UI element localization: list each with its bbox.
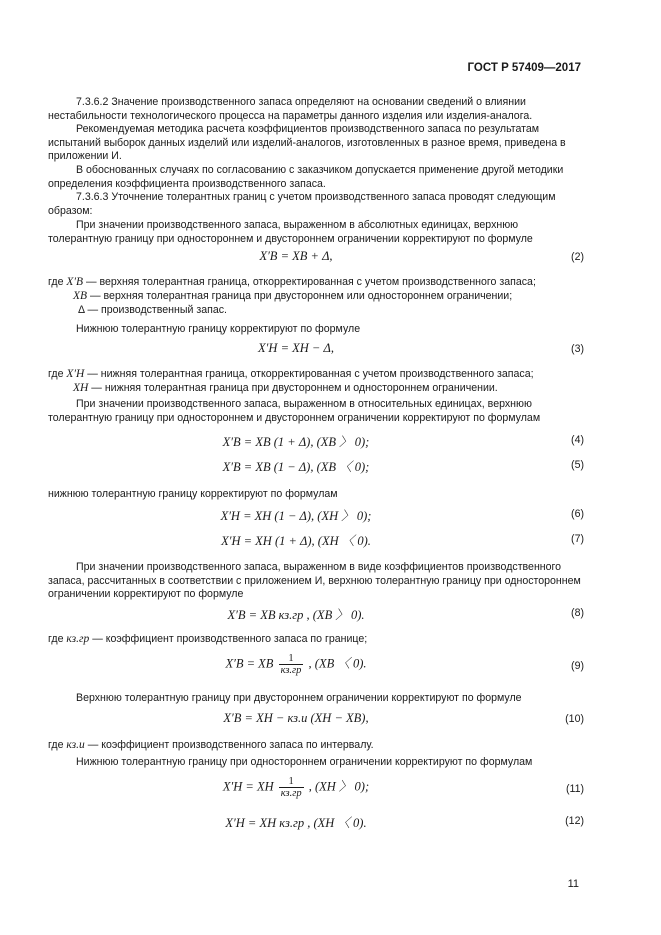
- formula-expression: X′Н = XН (1 + Δ), (XН 〈 0).: [221, 534, 371, 548]
- fraction-denominator: кз.гр: [280, 665, 302, 676]
- paragraph-absolute: При значении производственного запаса, выраженном в абсолютных единицах, верхнюю толерантную границу при одностороннем и двустороннем ограничении корректируют по формуле: [48, 219, 533, 245]
- definition-text: — коэффициент производственного запаса по границе;: [92, 633, 368, 645]
- paragraph-coefficients: При значении производственного запаса, выраженном в виде коэффициентов производственного запаса, рассчитанных в соответствии с приложением И, верхнюю толерантную границу при одностороннем ограничении корректируют по формуле: [48, 561, 581, 601]
- formula-number: (11): [565, 783, 584, 795]
- definition-variable: X′В: [66, 276, 83, 288]
- definition-x-upper-corrected: [48, 276, 536, 289]
- formula-number: (5): [571, 459, 584, 471]
- definition-text: — верхняя толерантная граница, откорректированная с учетом производственного запаса;: [85, 276, 536, 288]
- formula-number: (12): [565, 815, 584, 827]
- formula-3: [48, 341, 584, 359]
- expression-left: X′В = XВ: [225, 656, 274, 671]
- fraction-denominator: кз.гр: [280, 788, 302, 799]
- definition-variable: XВ: [73, 290, 88, 302]
- formula-5: [48, 457, 584, 475]
- formula-4: [48, 432, 584, 450]
- where-label: где: [48, 739, 64, 751]
- formula-number: (9): [571, 660, 584, 672]
- formula-expression: X′В = XВ кз.гр , (XВ 〉 0).: [227, 608, 365, 622]
- definition-k-boundary: [48, 633, 367, 646]
- formula-expression: X′В = XН − кз.и (XН − XВ),: [223, 711, 369, 725]
- definition-variable: кз.и: [66, 739, 85, 751]
- formula-7: [48, 531, 584, 549]
- formula-2: [48, 249, 584, 267]
- formula-number: (7): [571, 533, 584, 545]
- definition-text: — производственный запас.: [87, 304, 227, 316]
- formula-expression: X′Н = XН кз.гр , (XН 〈 0).: [225, 816, 367, 830]
- expression-left: X′Н = XН: [222, 779, 274, 794]
- formula-number: (3): [571, 343, 584, 355]
- formula-expression: X′В = XВ + Δ,: [259, 249, 333, 263]
- fraction-numerator: 1: [279, 653, 304, 665]
- formula-number: (10): [565, 713, 584, 725]
- paragraph-lower-formulas: нижнюю толерантную границу корректируют по формулам: [48, 488, 338, 500]
- definition-text: — нижняя толерантная граница при двустороннем и одностороннем ограничении.: [91, 382, 498, 394]
- paragraph-lower-one-sided: Нижнюю толерантную границу при одностороннем ограничении корректируют по формулам: [76, 756, 533, 768]
- standard-header: ГОСТ Р 57409—2017: [467, 62, 581, 74]
- definition-text: — коэффициент производственного запаса по интервалу.: [87, 739, 374, 751]
- definition-delta: [78, 304, 227, 317]
- formula-expression: [48, 776, 544, 799]
- paragraph-7-3-6-3: 7.3.6.3 Уточнение толерантных границ с учетом производственного запаса проводят следующим образом:: [48, 191, 556, 217]
- formula-12: [48, 813, 584, 831]
- formula-expression: X′Н = XН − Δ,: [258, 341, 334, 355]
- paragraph-other-method: В обоснованных случаях по согласованию с заказчиком допускается применение другой методики определения коэффициента производственного запаса.: [48, 164, 564, 190]
- definition-variable: XН: [73, 382, 89, 394]
- where-label: где: [48, 368, 64, 380]
- fraction: [279, 653, 304, 676]
- formula-number: (4): [571, 434, 584, 446]
- where-label: где: [48, 276, 64, 288]
- formula-number: (8): [571, 607, 584, 619]
- definition-variable: Δ: [78, 304, 85, 316]
- expression-right: , (XН 〉 0);: [308, 779, 370, 794]
- definition-x-lower: [73, 382, 498, 395]
- formula-8: [48, 605, 584, 623]
- paragraph-relative: При значении производственного запаса, выраженном в относительных единицах, верхнюю толерантную границу при одностороннем и двустороннем ограничении корректируют по формулам: [48, 398, 541, 424]
- definition-k-interval: [48, 739, 374, 752]
- fraction-numerator: 1: [279, 776, 304, 788]
- definition-text: — верхняя толерантная граница при двустороннем или одностороннем ограничении;: [90, 290, 513, 302]
- formula-expression: X′Н = XН (1 − Δ), (XН 〉 0);: [220, 509, 372, 523]
- formula-number: (6): [571, 508, 584, 520]
- paragraph-7-3-6-2: 7.3.6.2 Значение производственного запаса определяют на основании сведений о влиянии нестабильности технологического процесса на параметры данного изделия или изделия-аналога.: [48, 96, 533, 122]
- formula-number: (2): [571, 251, 584, 263]
- fraction: [279, 776, 304, 799]
- definition-text: — нижняя толерантная граница, откорректированная с учетом производственного запаса;: [87, 368, 534, 380]
- page-number: 11: [567, 878, 579, 890]
- paragraph-method: Рекомендуемая методика расчета коэффициентов производственного запаса по результатам испытаний выборок данных изделий или изделий-аналогов, изготовленных в разное время, приведена в приложении И.: [48, 123, 566, 163]
- formula-11: [48, 776, 584, 802]
- paragraph-two-sided: Верхнюю толерантную границу при двустороннем ограничении корректируют по формуле: [76, 692, 522, 704]
- where-label: где: [48, 633, 64, 645]
- definition-x-lower-corrected: [48, 368, 534, 381]
- formula-9: [48, 653, 584, 679]
- paragraph-lower-bound: Нижнюю толерантную границу корректируют по формуле: [76, 323, 361, 335]
- formula-expression: X′В = XВ (1 + Δ), (XВ 〉 0);: [222, 435, 370, 449]
- formula-expression: [48, 653, 544, 676]
- expression-right: , (XВ 〈 0).: [308, 656, 367, 671]
- definition-x-upper: [73, 290, 512, 303]
- formula-6: [48, 506, 584, 524]
- definition-variable: X′Н: [66, 368, 85, 380]
- formula-expression: X′В = XВ (1 − Δ), (XВ 〈 0);: [222, 460, 370, 474]
- definition-variable: кз.гр: [66, 633, 90, 645]
- formula-10: [48, 711, 584, 729]
